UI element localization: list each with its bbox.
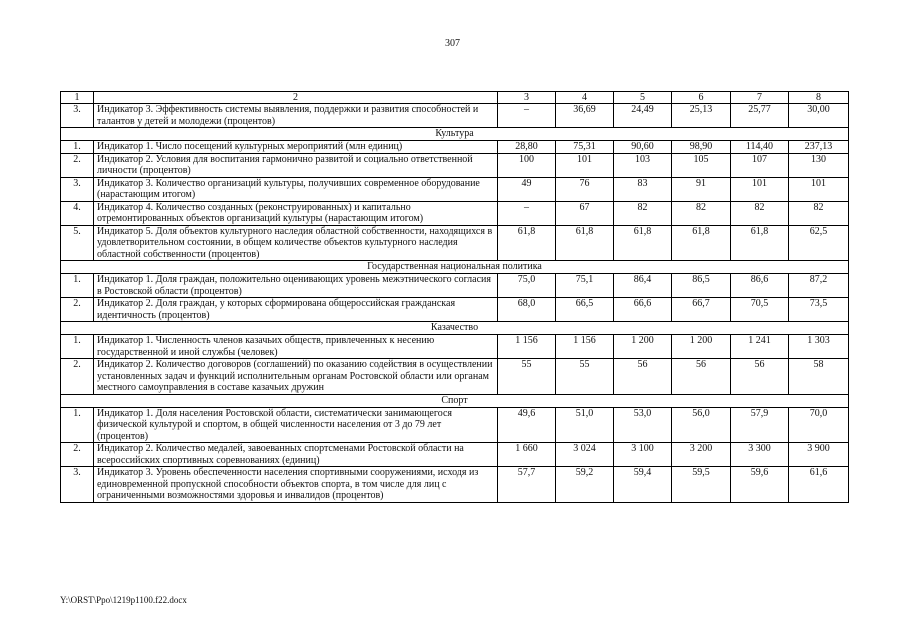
row-number: 1. bbox=[61, 335, 94, 359]
indicator-value: 76 bbox=[556, 177, 614, 201]
table-row bbox=[61, 141, 849, 154]
column-header: 7 bbox=[731, 92, 789, 104]
section-title: Культура bbox=[61, 128, 849, 141]
indicator-value: 66,5 bbox=[556, 298, 614, 322]
page-number: 307 bbox=[445, 38, 460, 49]
indicator-description: Индикатор 1. Численность членов казачьих обществ, привлеченных к несению государственной и иной службы (человек) bbox=[94, 335, 498, 359]
column-header: 8 bbox=[789, 92, 849, 104]
footer-file-path: Y:\ORST\Ppo\1219p1100.f22.docx bbox=[60, 595, 187, 605]
indicator-value: 86,5 bbox=[672, 274, 731, 298]
row-number: 2. bbox=[61, 153, 94, 177]
indicator-value: 86,6 bbox=[731, 274, 789, 298]
indicator-value: 61,8 bbox=[498, 225, 556, 261]
indicator-value: 75,1 bbox=[556, 274, 614, 298]
indicator-value: 87,2 bbox=[789, 274, 849, 298]
section-row bbox=[61, 394, 849, 407]
indicator-value: 82 bbox=[672, 201, 731, 225]
indicator-value: – bbox=[498, 104, 556, 128]
column-header: 4 bbox=[556, 92, 614, 104]
table-row bbox=[61, 298, 849, 322]
indicator-value: 90,60 bbox=[614, 141, 672, 154]
row-number: 3. bbox=[61, 104, 94, 128]
indicator-value: 36,69 bbox=[556, 104, 614, 128]
indicator-value: 24,49 bbox=[614, 104, 672, 128]
section-title: Государственная национальная политика bbox=[61, 261, 849, 274]
indicator-description: Индикатор 3. Эффективность системы выявления, поддержки и развития способностей и талантов у детей и молодежи (процентов) bbox=[94, 104, 498, 128]
indicator-value: 83 bbox=[614, 177, 672, 201]
section-title: Спорт bbox=[61, 394, 849, 407]
row-number: 2. bbox=[61, 298, 94, 322]
indicator-value: 57,9 bbox=[731, 407, 789, 443]
indicator-value: 67 bbox=[556, 201, 614, 225]
indicator-description: Индикатор 2. Доля граждан, у которых сформирована общероссийская гражданская идентичность (процентов) bbox=[94, 298, 498, 322]
indicator-value: 30,00 bbox=[789, 104, 849, 128]
row-number: 3. bbox=[61, 467, 94, 503]
indicator-value: 130 bbox=[789, 153, 849, 177]
indicator-value: 82 bbox=[614, 201, 672, 225]
indicator-value: 61,8 bbox=[731, 225, 789, 261]
indicator-value: 55 bbox=[498, 359, 556, 395]
indicator-value: 56,0 bbox=[672, 407, 731, 443]
indicator-value: 25,77 bbox=[731, 104, 789, 128]
indicator-value: 62,5 bbox=[789, 225, 849, 261]
indicator-value: 101 bbox=[731, 177, 789, 201]
indicator-value: 101 bbox=[789, 177, 849, 201]
row-number: 1. bbox=[61, 141, 94, 154]
column-header: 2 bbox=[94, 92, 498, 104]
indicator-value: 61,8 bbox=[614, 225, 672, 261]
indicator-value: 3 900 bbox=[789, 443, 849, 467]
indicator-value: 25,13 bbox=[672, 104, 731, 128]
indicator-value: 49,6 bbox=[498, 407, 556, 443]
indicator-value: 61,8 bbox=[672, 225, 731, 261]
indicator-value: 82 bbox=[731, 201, 789, 225]
indicator-value: 3 024 bbox=[556, 443, 614, 467]
row-number: 2. bbox=[61, 359, 94, 395]
indicator-value: 237,13 bbox=[789, 141, 849, 154]
section-row bbox=[61, 322, 849, 335]
column-header: 5 bbox=[614, 92, 672, 104]
column-header: 1 bbox=[61, 92, 94, 104]
indicator-value: 100 bbox=[498, 153, 556, 177]
indicator-value: 66,6 bbox=[614, 298, 672, 322]
indicator-value: 3 200 bbox=[672, 443, 731, 467]
section-title: Казачество bbox=[61, 322, 849, 335]
indicator-description: Индикатор 3. Количество организаций культуры, получивших современное оборудование (нарастающим итогом) bbox=[94, 177, 498, 201]
column-header: 3 bbox=[498, 92, 556, 104]
indicator-value: 114,40 bbox=[731, 141, 789, 154]
indicator-value: 59,5 bbox=[672, 467, 731, 503]
indicator-description: Индикатор 2. Количество договоров (соглашений) по оказанию содействия в осуществлении установленных задач и функций исполнительным органам Ростовской области или органам местного самоуправления в составе казачьих дружин bbox=[94, 359, 498, 395]
indicator-value: 101 bbox=[556, 153, 614, 177]
table-row bbox=[61, 274, 849, 298]
indicator-value: 56 bbox=[672, 359, 731, 395]
indicator-value: – bbox=[498, 201, 556, 225]
indicator-value: 3 300 bbox=[731, 443, 789, 467]
indicator-value: 103 bbox=[614, 153, 672, 177]
row-number: 1. bbox=[61, 274, 94, 298]
indicator-description: Индикатор 1. Доля населения Ростовской области, систематически занимающегося физической культурой и спортом, в общей численности населения от 3 до 79 лет (процентов) bbox=[94, 407, 498, 443]
section-row bbox=[61, 128, 849, 141]
indicator-value: 75,31 bbox=[556, 141, 614, 154]
table-row bbox=[61, 467, 849, 503]
row-number: 2. bbox=[61, 443, 94, 467]
indicator-description: Индикатор 2. Условия для воспитания гармонично развитой и социально ответственной личности (процентов) bbox=[94, 153, 498, 177]
indicator-value: 1 660 bbox=[498, 443, 556, 467]
row-number: 4. bbox=[61, 201, 94, 225]
indicator-value: 68,0 bbox=[498, 298, 556, 322]
header-row bbox=[61, 92, 849, 104]
table-body bbox=[61, 92, 849, 503]
indicator-value: 53,0 bbox=[614, 407, 672, 443]
row-number: 3. bbox=[61, 177, 94, 201]
indicator-value: 3 100 bbox=[614, 443, 672, 467]
indicator-value: 82 bbox=[789, 201, 849, 225]
indicator-value: 1 156 bbox=[498, 335, 556, 359]
indicator-description: Индикатор 1. Число посещений культурных мероприятий (млн единиц) bbox=[94, 141, 498, 154]
table-row bbox=[61, 443, 849, 467]
indicator-value: 56 bbox=[731, 359, 789, 395]
table-row bbox=[61, 177, 849, 201]
indicator-value: 1 156 bbox=[556, 335, 614, 359]
indicator-description: Индикатор 5. Доля объектов культурного наследия областной собственности, находящихся в удовлетворительном состоянии, в общем количестве объектов культурного наследия областной собственности (процентов) bbox=[94, 225, 498, 261]
indicator-value: 1 241 bbox=[731, 335, 789, 359]
indicator-value: 75,0 bbox=[498, 274, 556, 298]
indicator-value: 70,5 bbox=[731, 298, 789, 322]
indicator-value: 59,2 bbox=[556, 467, 614, 503]
indicator-value: 55 bbox=[556, 359, 614, 395]
section-row bbox=[61, 261, 849, 274]
indicator-value: 59,4 bbox=[614, 467, 672, 503]
indicator-value: 73,5 bbox=[789, 298, 849, 322]
indicator-value: 1 200 bbox=[614, 335, 672, 359]
indicator-value: 59,6 bbox=[731, 467, 789, 503]
row-number: 5. bbox=[61, 225, 94, 261]
indicator-value: 56 bbox=[614, 359, 672, 395]
indicator-value: 28,80 bbox=[498, 141, 556, 154]
table-row bbox=[61, 335, 849, 359]
indicator-description: Индикатор 4. Количество созданных (реконструированных) и капитально отремонтированных объектов организаций культуры (нарастающим итогом) bbox=[94, 201, 498, 225]
indicator-value: 1 200 bbox=[672, 335, 731, 359]
table-row bbox=[61, 201, 849, 225]
indicator-value: 105 bbox=[672, 153, 731, 177]
indicator-value: 107 bbox=[731, 153, 789, 177]
table-row bbox=[61, 104, 849, 128]
indicator-description: Индикатор 2. Количество медалей, завоеванных спортсменами Ростовской области на всероссийских спортивных соревнованиях (единиц) bbox=[94, 443, 498, 467]
table-row bbox=[61, 359, 849, 395]
row-number: 1. bbox=[61, 407, 94, 443]
table-row bbox=[61, 225, 849, 261]
indicators-table bbox=[60, 91, 849, 503]
indicator-description: Индикатор 1. Доля граждан, положительно оценивающих уровень межэтнического согласия в Ростовской области (процентов) bbox=[94, 274, 498, 298]
table-row bbox=[61, 153, 849, 177]
indicator-value: 91 bbox=[672, 177, 731, 201]
indicator-value: 51,0 bbox=[556, 407, 614, 443]
indicator-description: Индикатор 3. Уровень обеспеченности населения спортивными сооружениями, исходя из единовременной пропускной способности объектов спорта, в том числе для лиц с ограниченными возможностями здоровья и инвалидов (процентов) bbox=[94, 467, 498, 503]
indicator-value: 61,8 bbox=[556, 225, 614, 261]
indicator-value: 61,6 bbox=[789, 467, 849, 503]
indicator-value: 49 bbox=[498, 177, 556, 201]
indicator-value: 58 bbox=[789, 359, 849, 395]
indicator-value: 1 303 bbox=[789, 335, 849, 359]
table-row bbox=[61, 407, 849, 443]
indicator-value: 70,0 bbox=[789, 407, 849, 443]
indicator-value: 66,7 bbox=[672, 298, 731, 322]
indicator-value: 57,7 bbox=[498, 467, 556, 503]
indicator-value: 86,4 bbox=[614, 274, 672, 298]
column-header: 6 bbox=[672, 92, 731, 104]
indicator-value: 98,90 bbox=[672, 141, 731, 154]
